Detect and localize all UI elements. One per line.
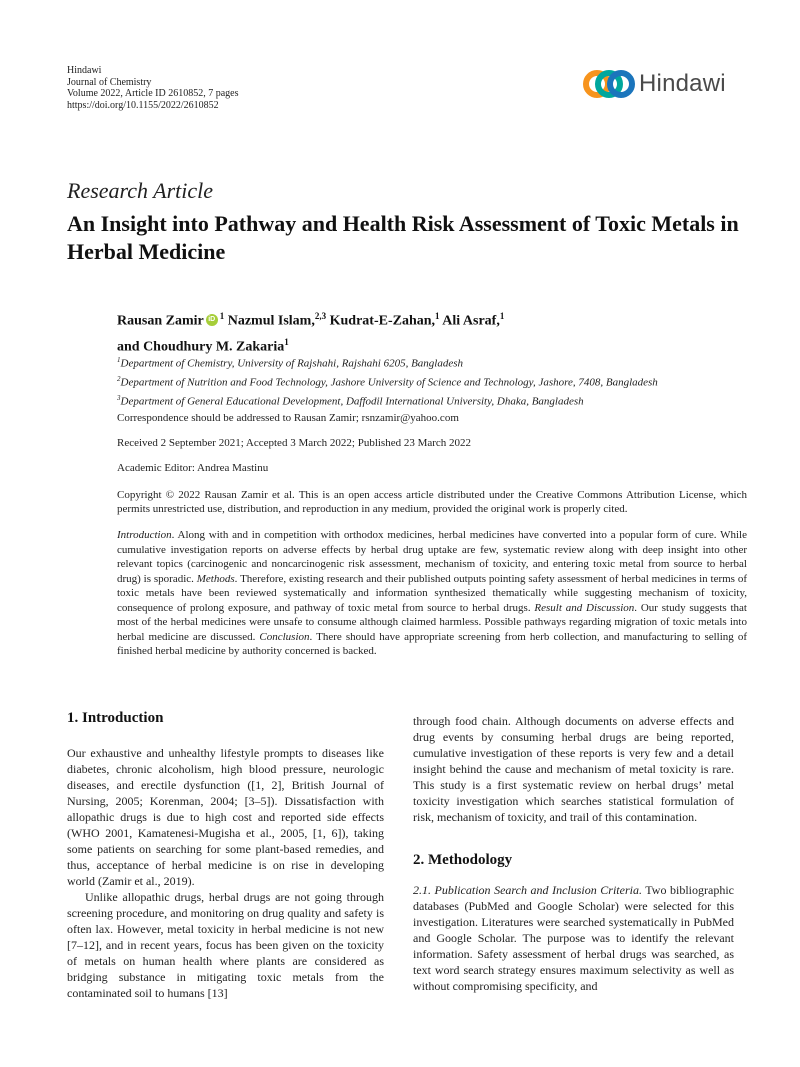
hindawi-logo [583, 66, 726, 102]
abstract-heading: Methods [196, 572, 235, 585]
affiliation-num: 2 [117, 375, 121, 384]
affiliation-text: Department of Nutrition and Food Technology, Jashore University of Science and Technology, Jashore, 7408, Bangladesh [120, 376, 658, 389]
paragraph: through food chain. Although documents on adverse effects and drug events by consuming herbal drugs are being reported, cumulative investigation of these reports is very few and a detail insight behind the cause and mechanism of metal toxicity is rare. This study is a first systematic review on herbal drugs’ metal toxicity investigation which searches statistical formulation of risk, mechanism of toxicity, and trail of this contamination. [413, 714, 734, 824]
section-heading-methodology: 2. Methodology [413, 852, 513, 868]
paragraph [413, 882, 734, 994]
affiliation-text: Department of General Educational Development, Daffodil International University, Dhaka, Bangladesh [120, 395, 584, 408]
affiliation-num: 3 [117, 394, 121, 403]
paragraph: Unlike allopathic drugs, herbal drugs are not going through screening procedure, and monitoring on drug quality and safety is often lax. However, metal toxicity in herbal medicine is not new [7–12], and in recent years, focus has been given on the toxicity of metals on human health where plants are considered as bridging substance in mitigating toxic metals from the contaminated soil to humans [13] [67, 890, 384, 1000]
section-heading-introduction: 1. Introduction [67, 710, 164, 726]
publication-dates: Received 2 September 2021; Accepted 3 March 2022; Published 23 March 2022 [117, 437, 472, 449]
author-list [117, 306, 677, 357]
subsection-heading: 2.1. Publication Search and Inclusion Criteria. [413, 883, 642, 897]
volume-line: Volume 2022, Article ID 2610852, 7 pages [67, 88, 239, 100]
hindawi-rings-icon [583, 66, 635, 102]
left-column [67, 745, 384, 1001]
copyright-notice: Copyright © 2022 Rausan Zamir et al. This is an open access article distributed under the Creative Commons Attribution License, which permits unrestricted use, distribution, and reproduction in any medium, provided the original work is properly cited. [117, 489, 747, 515]
abstract-heading: Result and Discussion [534, 601, 635, 614]
affiliation-item [117, 391, 747, 410]
journal-info [67, 65, 238, 111]
abstract [117, 528, 747, 659]
abstract-heading: Conclusion [259, 630, 310, 643]
abstract-text: . Our study suggests that most of the herbal medicines were unsafe to consume although claimed harmless. Possible pathways regarding migration of toxic metals into herbal medicine are discussed. [117, 601, 747, 643]
author-affil-sup: 1 [284, 336, 289, 347]
logo-text: Hindawi [639, 70, 726, 97]
author-name: Ali Asraf, [442, 313, 500, 329]
doi-link[interactable]: https://doi.org/10.1155/2022/2610852 [67, 99, 219, 111]
affiliation-item [117, 372, 747, 391]
author-name: Nazmul Islam, [227, 313, 315, 329]
orcid-icon[interactable]: iD [206, 314, 218, 326]
abstract-text: . Along with and in competition with orthodox medicines, herbal medicines have converted into a popular form of cure. While cumulative investigation reports on adverse effects by herbal drug uptake are few, systematic review along with deep insight into other relevant topics (carcinogenic and noncarcinogenic risk assessment, mechanism of toxicity, and entering toxic metal from source to herbal drug) is sporadic. [117, 529, 747, 585]
right-column-bottom [413, 882, 734, 994]
journal-name: Journal of Chemistry [67, 76, 152, 88]
author-affil-sup: 1 [499, 311, 505, 321]
abstract-text: . Therefore, existing research and their published outputs pointing safety assessment of herbal medicines in terms of toxic metals have been reviewed systematically and information synthesized thematically while suggesting mechanism of toxicity, consequence of prolong exposure, and pathway of toxic metal from source to herbal drugs. [117, 572, 747, 614]
academic-editor: Academic Editor: Andrea Mastinu [117, 462, 269, 474]
author-affil-sup: 2,3 [314, 311, 327, 321]
subsection-text: Two bibliographic databases (PubMed and Google Scholar) were selected for this investigation. Literatures were searched systematically in PubMed and Google Scholar. The purpose was to identify the relevant information. Safety assessment of herbal drugs was searched, as text word search strategy ensures maximum selectivity as well as without compromising specificity, and [413, 883, 734, 993]
author-affil-sup: 1 [219, 311, 225, 321]
author-name: Kudrat-E-Zahan, [329, 313, 436, 329]
author-affil-sup: 1 [435, 311, 440, 321]
affiliation-item [117, 353, 747, 372]
affiliation-num: 1 [117, 356, 121, 364]
affiliation-text: Department of Chemistry, University of Rajshahi, Rajshahi 6205, Bangladesh [120, 357, 464, 370]
affiliations [117, 353, 747, 410]
abstract-heading: Introduction [117, 529, 172, 541]
paragraph: Our exhaustive and unhealthy lifestyle prompts to diseases like diabetes, chronic alcoholism, high blood pressure, neurologic diseases, and erectile dysfunction ([1, 2], British Journal of Nursing, 2005; Korenman, 2004; [3–5]). Dissatisfaction with allopathic drugs is due to high cost and reported side effects (WHO 2001, Kamatenesi-Mugisha et al., 2005, [1, 6]), taking some patients on searching for some plant-based remedies, and thus, acceptance of herbal medicine is on rise in developing world (Zamir et al., 2019). [67, 746, 384, 888]
publisher-name: Hindawi [67, 65, 102, 76]
abstract-text: . There should have appropriate screening from herb collection, and manufacturing to selling of finished herbal medicine by authority concerned is backed. [117, 630, 748, 657]
right-column-top [413, 713, 734, 825]
article-title: An Insight into Pathway and Health Risk Assessment of Toxic Metals in Herbal Medicine [67, 211, 739, 264]
correspondence: Correspondence should be addressed to Rausan Zamir; rsnzamir@yahoo.com [117, 412, 459, 424]
author-name: Rausan Zamir [117, 313, 204, 329]
article-type: Research Article [67, 178, 214, 203]
author-name: and Choudhury M. Zakaria [117, 339, 285, 355]
